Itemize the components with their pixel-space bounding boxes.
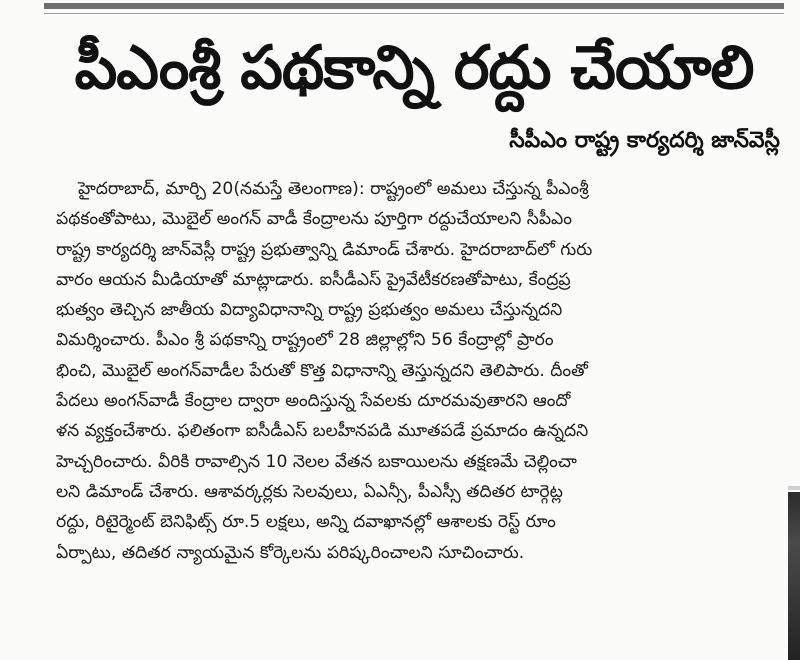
body-line: ఏర్పాటు, తదితర న్యాయమైన కోర్కెలను పరిష్కరించాలని సూచించారు.: [56, 542, 525, 563]
body-line: ళన వ్యక్తంచేశారు. ఫలితంగా ఐసీడీఎస్‌ బలహీనపడి మూతపడే ప్రమాదం ఉన్నదని: [56, 421, 589, 442]
body-line: రాష్ట్ర కార్యదర్శి జాన్‌వెస్లీ రాష్ట్ర ప్రభుత్వాన్ని డిమాండ్‌ చేశారు. హైదరాబాద్‌లో గురు: [56, 239, 593, 260]
body-line: భించి, మొబైల్‌ అంగన్‌వాడీల పేరుతో కొత్త విధానాన్ని తెస్తున్నదని తెలిపారు. దీంతో: [56, 360, 588, 381]
adjacent-photo-edge-border: [788, 486, 800, 490]
body-line: విమర్శించారు. పీఎం శ్రీ పథకాన్ని రాష్ట్రంలో 28 జిల్లాల్లోని 56 కేంద్రాల్లో ప్రారం: [56, 330, 554, 351]
body-line: హైదరాబాద్‌, మార్చి 20(నమస్తే తెలంగాణ): రాష్ట్రంలో అమలు చేస్తున్న పీఎంశ్రీ: [78, 179, 589, 199]
body-line: పేదలు అంగన్‌వాడీ కేంద్రాల ద్వారా అందిస్తున్న సేవలకు దూరమవుతారని ఆందో: [56, 391, 571, 412]
body-line: లని డిమాండ్‌ చేశారు. ఆశావర్కర్లకు సెలవులు, ఏఎన్సీ, పీఎస్సీ తదితర టార్గెట్ల: [56, 481, 563, 502]
subheadline: సీపీఎం రాష్ట్ర కార్యదర్శి జాన్‌వెస్లీ: [509, 128, 780, 153]
article-body: [56, 174, 786, 568]
adjacent-photo-edge: [788, 492, 800, 660]
headline: పీఎంశ్రీ పథకాన్ని రద్దు చేయాలి: [74, 33, 754, 103]
body-line: హెచ్చరించారు. వీరికి రావాల్సిన 10 నెలల వేతన బకాయిలను తక్షణమే చెల్లించా: [56, 451, 577, 472]
top-rule-thin: [44, 13, 784, 14]
body-line: పథకంతోపాటు, మొబైల్‌ అంగన్‌ వాడీ కేంద్రాలను పూర్తిగా రద్దుచేయాలని సీపీఎం: [56, 209, 572, 230]
body-line: భుత్వం తెచ్చిన జాతీయ విద్యావిధానాన్ని రాష్ట్ర ప్రభుత్వం అమలు చేస్తున్నదని: [56, 300, 563, 321]
top-rule: [44, 3, 784, 9]
body-line: వారం ఆయన మీడియాతో మాట్లాడారు. ఐసీడీఎస్‌ ప్రైవేటీకరణతోపాటు, కేంద్రప్ర: [56, 269, 571, 290]
body-line: రద్దు, రిటైర్మెంట్‌ బెనిఫిట్స్‌ రూ.5 లక్షలు, అన్ని దవాఖానల్లో ఆశాలకు రెస్ట్‌ రూం: [56, 512, 556, 533]
